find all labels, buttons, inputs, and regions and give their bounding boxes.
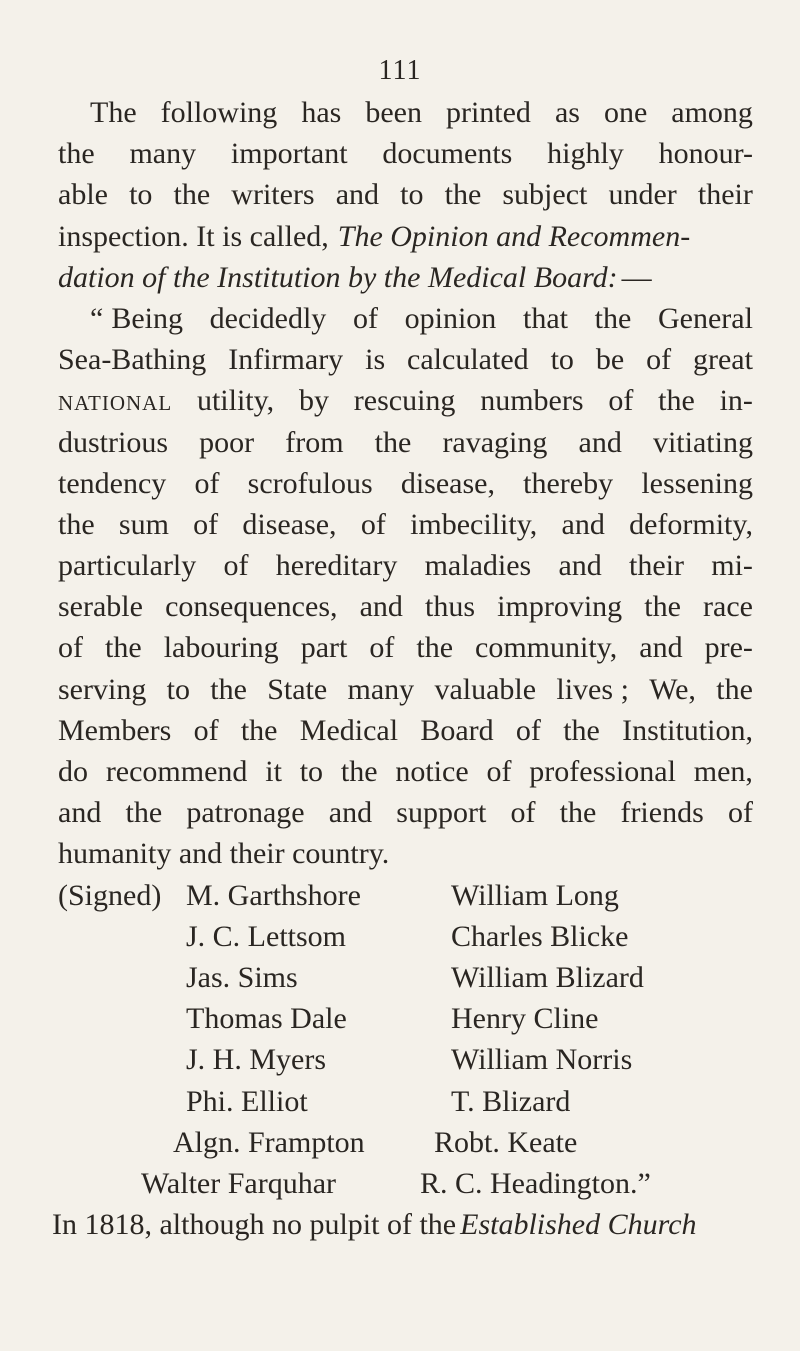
- word: disease,: [400, 466, 495, 500]
- word: of: [727, 796, 753, 830]
- signatory-name: J. H. Myers: [186, 1043, 326, 1077]
- word: to: [550, 343, 574, 377]
- word: thereby: [523, 466, 614, 500]
- word: of: [369, 631, 395, 665]
- word: many: [129, 137, 197, 171]
- word: of: [194, 466, 220, 500]
- text-line: [52, 1204, 753, 1245]
- word: writers: [231, 178, 315, 212]
- signed-label: (Signed): [58, 878, 162, 912]
- word: lives ;: [556, 672, 629, 706]
- signature-row: [58, 1122, 753, 1163]
- word: serable: [58, 590, 143, 624]
- word: deformity,: [629, 507, 753, 541]
- word: part: [300, 631, 348, 665]
- text-line: [58, 463, 753, 504]
- word: following: [160, 96, 278, 129]
- word: the: [58, 137, 95, 171]
- signature-row: [58, 957, 753, 998]
- page-number: 111: [378, 55, 422, 86]
- word: is: [365, 343, 386, 377]
- word: of: [223, 549, 249, 583]
- document-title-italic: The Opinion and Recommen-: [337, 219, 691, 253]
- word: We,: [649, 672, 696, 706]
- word: of: [510, 796, 536, 830]
- word: race: [703, 590, 753, 624]
- text-line: [58, 380, 753, 421]
- word: lessening: [641, 466, 753, 500]
- text-line: [58, 422, 753, 463]
- signatory-name: Charles Blicke: [451, 919, 629, 953]
- word: imbecility,: [410, 507, 538, 541]
- word: consequences,: [165, 590, 338, 624]
- word: The: [90, 96, 137, 129]
- word: the: [105, 631, 142, 665]
- word: to: [299, 755, 324, 788]
- text-line: [58, 833, 753, 874]
- text-line: [58, 504, 753, 545]
- signatory-name: R. C. Headington.”: [420, 1166, 651, 1200]
- signature-row: [58, 916, 753, 957]
- word: numbers: [480, 384, 584, 418]
- word: mi-: [711, 549, 753, 583]
- word: that: [522, 301, 568, 335]
- word: to: [129, 178, 153, 212]
- document-body: [52, 92, 753, 1245]
- word: and: [335, 178, 380, 212]
- word: and: [359, 590, 403, 624]
- word: Sea-Bathing: [58, 343, 207, 377]
- word: dustrious: [58, 425, 169, 459]
- text-line: [58, 133, 753, 174]
- word: the: [173, 178, 211, 212]
- word: and: [58, 796, 102, 830]
- word: of: [646, 343, 672, 377]
- word: friends: [620, 796, 704, 830]
- signatory-name: Jas. Sims: [186, 960, 298, 994]
- word: the: [240, 713, 278, 747]
- word: tendency: [58, 466, 167, 500]
- text-line: [58, 586, 753, 627]
- em-dash: —: [621, 260, 652, 294]
- signatory-name: William Blizard: [451, 960, 644, 994]
- word: maladies: [424, 549, 532, 583]
- signatory-name: Walter Farquhar: [141, 1166, 336, 1200]
- word: opinion: [404, 301, 497, 335]
- signatory-name: Phi. Elliot: [186, 1084, 308, 1118]
- word: labouring: [163, 631, 279, 665]
- word: in-: [719, 384, 753, 418]
- word: the: [716, 672, 753, 706]
- word: the: [594, 301, 632, 335]
- word: able: [58, 178, 108, 212]
- word: of: [608, 384, 634, 418]
- signature-row: [58, 1039, 753, 1080]
- word: to: [166, 672, 190, 706]
- signatory-name: Robt. Keate: [434, 1125, 578, 1159]
- word: professional: [529, 755, 676, 788]
- word: as: [554, 96, 580, 129]
- word: recommend: [105, 755, 248, 788]
- word: under: [608, 178, 677, 212]
- word: decidedly: [209, 301, 327, 335]
- word: General: [657, 301, 753, 335]
- text-line: [58, 298, 753, 339]
- word: the: [374, 425, 412, 459]
- word: improving: [497, 590, 623, 624]
- word: vitiating: [652, 425, 753, 459]
- text-line: [58, 627, 753, 668]
- signatory-name: William Norris: [451, 1043, 633, 1077]
- word: be: [595, 343, 625, 377]
- word: the: [340, 755, 378, 788]
- text-run: In 1818, although no pulpit of the: [52, 1208, 457, 1242]
- word: it: [265, 755, 282, 788]
- word: of: [193, 713, 219, 747]
- signature-block: [58, 875, 753, 1205]
- signature-row: [58, 998, 753, 1039]
- text-line: [58, 545, 753, 586]
- word: “ Being: [90, 301, 183, 335]
- signatory-name: M. Garthshore: [186, 878, 361, 912]
- word: honour-: [658, 137, 753, 171]
- word: highly: [547, 137, 624, 171]
- signatory-name: Algn. Frampton: [173, 1125, 365, 1159]
- word: hereditary: [275, 549, 398, 583]
- text-line: [58, 792, 753, 833]
- word: community,: [475, 631, 618, 665]
- signature-row: [58, 1163, 753, 1204]
- word: important: [230, 137, 348, 171]
- word: State: [267, 672, 328, 706]
- word: Members: [58, 713, 172, 747]
- word: Infirmary: [228, 343, 344, 377]
- word: from: [285, 425, 344, 459]
- word: and: [578, 425, 622, 459]
- word: scrofulous: [247, 466, 373, 500]
- word: of: [515, 713, 541, 747]
- signatory-name: J. C. Lettsom: [186, 919, 347, 953]
- word: of: [352, 301, 378, 335]
- signatory-name: Henry Cline: [451, 1002, 599, 1036]
- word: the: [210, 672, 247, 706]
- word: support: [396, 796, 487, 830]
- text-run: humanity and their country.: [58, 837, 390, 871]
- word: great: [693, 343, 753, 377]
- word: of: [58, 631, 83, 665]
- word: ravaging: [442, 425, 548, 459]
- word: and: [328, 796, 373, 830]
- signature-row: [58, 875, 753, 916]
- word: has: [301, 96, 342, 129]
- word: Medical: [299, 713, 399, 747]
- word: Institution,: [622, 713, 753, 747]
- signatory-name: Thomas Dale: [186, 1002, 347, 1036]
- text-line: [58, 92, 753, 133]
- word: printed: [445, 96, 531, 129]
- text-line: [58, 669, 753, 710]
- word: calculated: [407, 343, 529, 377]
- word: of: [360, 507, 386, 541]
- word: disease,: [242, 507, 337, 541]
- text-line: [58, 257, 753, 298]
- text-line: [58, 751, 753, 792]
- word: documents: [382, 137, 513, 171]
- text-line: [58, 710, 753, 751]
- text-line: [58, 339, 753, 380]
- word: to: [400, 178, 424, 212]
- word: the: [563, 713, 600, 747]
- word: the: [644, 590, 681, 624]
- word: do: [58, 755, 88, 788]
- italic-phrase: Established Church: [460, 1208, 697, 1242]
- word: notice: [395, 755, 469, 788]
- word: the: [559, 796, 597, 830]
- word: poor: [199, 425, 255, 459]
- text-line: [58, 174, 753, 215]
- word: utility,: [196, 384, 275, 418]
- word: their: [697, 178, 753, 212]
- word: the: [416, 631, 454, 665]
- word: of: [193, 507, 219, 541]
- word: of: [486, 755, 512, 788]
- word: subject: [502, 178, 588, 212]
- word: and: [561, 507, 605, 541]
- word: men,: [693, 755, 753, 788]
- word: pre-: [704, 631, 753, 665]
- word: and: [558, 549, 602, 583]
- small-caps-word: national: [58, 384, 173, 418]
- word: sum: [118, 507, 169, 541]
- signature-row: [58, 1081, 753, 1122]
- word: many: [347, 672, 415, 706]
- word: thus: [425, 590, 476, 624]
- text-run: inspection. It is called,: [58, 219, 329, 253]
- word: Board: [420, 713, 494, 747]
- word: the: [444, 178, 482, 212]
- word: the: [125, 796, 163, 830]
- word: patronage: [186, 796, 305, 830]
- word: one: [603, 96, 648, 129]
- word: and: [639, 631, 683, 665]
- word: particularly: [58, 549, 197, 583]
- word: valuable: [434, 672, 537, 706]
- word: their: [629, 549, 685, 583]
- word: been: [365, 96, 422, 129]
- word: serving: [58, 672, 147, 706]
- word: by: [298, 384, 329, 418]
- text-line: [58, 216, 753, 257]
- signatory-name: William Long: [451, 878, 619, 912]
- signatory-name: T. Blizard: [451, 1084, 571, 1118]
- word: the: [58, 507, 95, 541]
- word: among: [671, 96, 753, 129]
- word: the: [658, 384, 695, 418]
- document-title-italic: dation of the Institution by the Medical Board:: [58, 260, 618, 294]
- word: rescuing: [353, 384, 456, 418]
